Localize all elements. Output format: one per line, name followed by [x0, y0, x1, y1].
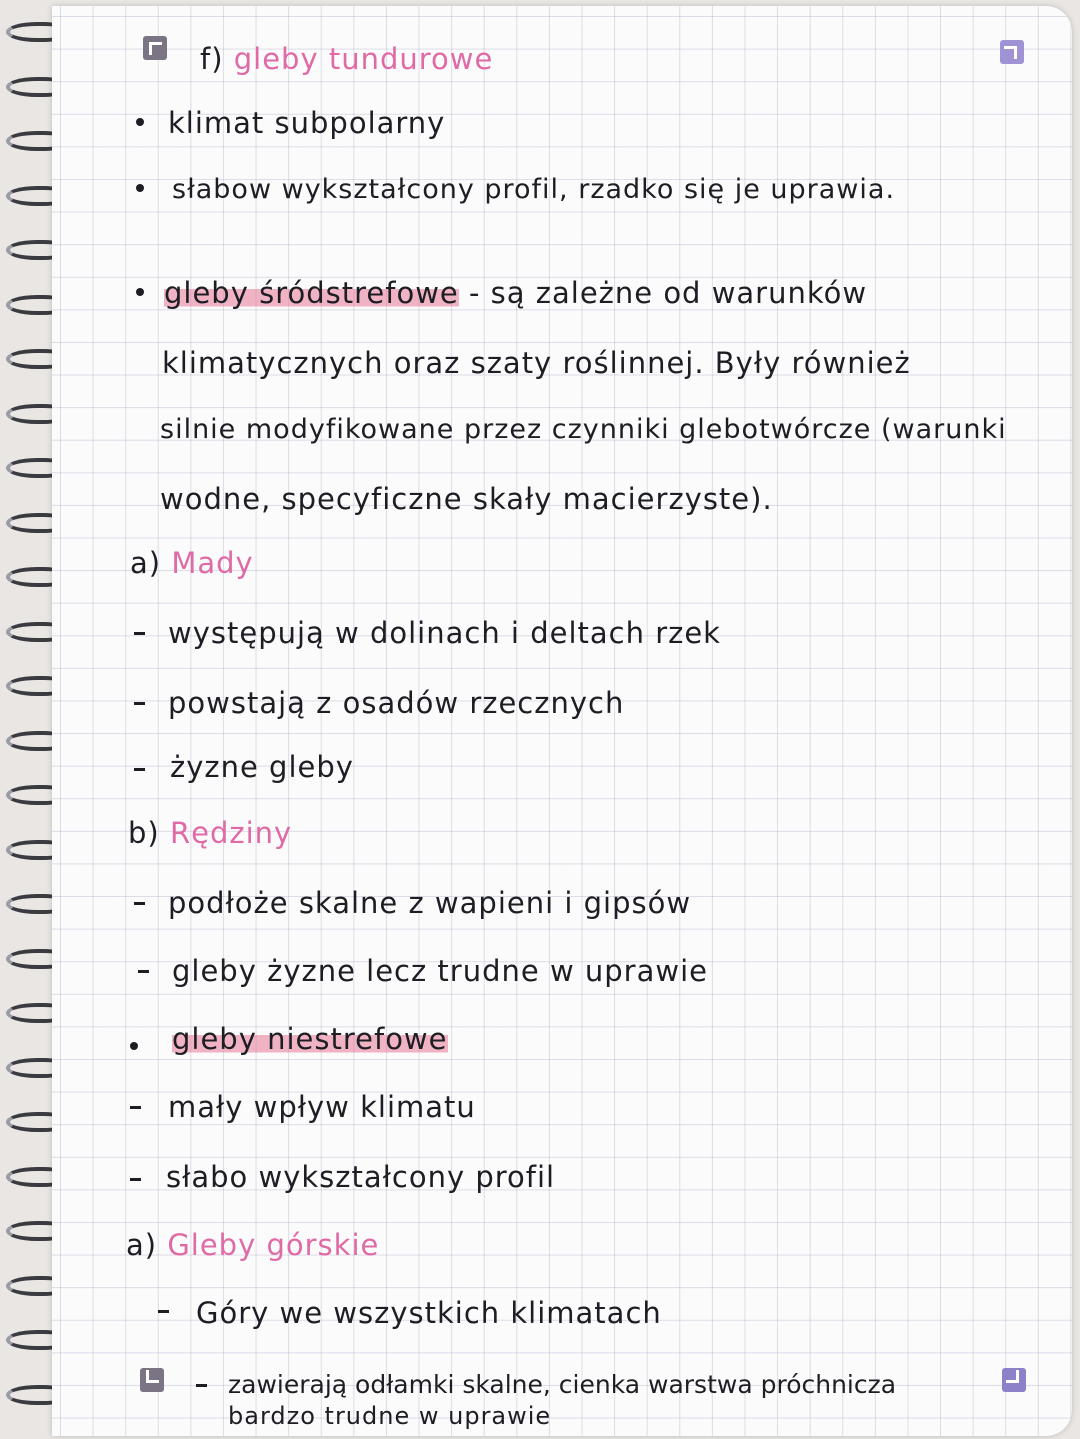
paragraph-text: - są zależne od warunków [468, 276, 868, 310]
dash-icon [138, 970, 149, 973]
dash-icon [134, 702, 145, 705]
list-item: Góry we wszystkich klimatach [196, 1296, 662, 1330]
list-item: klimat subpolarny [168, 106, 446, 140]
bullet-icon [136, 184, 144, 192]
dash-icon [134, 902, 145, 905]
subheading-mady [130, 546, 254, 580]
dash-icon [130, 1106, 141, 1109]
subheading-prefix: b) [128, 816, 160, 850]
subheading-prefix: a) [130, 546, 162, 580]
dash-icon [158, 1310, 169, 1313]
bullet-icon [136, 288, 144, 296]
paragraph-line: silnie modyfikowane przez czynniki glebotwórcze (warunki [160, 414, 1007, 445]
highlighted-term: gleby niestrefowe [172, 1022, 448, 1056]
bullet-icon [136, 118, 144, 126]
list-item: żyzne gleby [170, 750, 354, 784]
list-item: zawierają odłamki skalne, cienka warstwa próchnicza [228, 1370, 897, 1399]
list-item: słabow wykształcony profil, rzadko się je uprawia. [172, 174, 896, 205]
list-item: gleby żyzne lecz trudne w uprawie [172, 954, 708, 988]
corner-marker-top-right-icon [1000, 40, 1024, 64]
list-item: powstają z osadów rzecznych [168, 686, 625, 720]
subheading-title: Gleby górskie [167, 1228, 380, 1262]
subheading-redziny [128, 816, 292, 850]
list-item: słabo wykształcony profil [166, 1160, 556, 1194]
list-item: bardzo trudne w uprawie [228, 1402, 552, 1430]
subheading-prefix: a) [126, 1228, 158, 1262]
list-item: podłoże skalne z wapieni i gipsów [168, 886, 692, 920]
heading-tundra [200, 42, 493, 76]
grid-paper [52, 6, 1072, 1436]
subheading-gorskie [126, 1228, 379, 1262]
highlighted-term: gleby śródstrefowe [164, 276, 459, 310]
paragraph-line: klimatycznych oraz szaty roślinnej. Były również [162, 346, 911, 380]
subheading-title: Mady [171, 546, 254, 580]
heading-prefix: f) [200, 42, 224, 76]
corner-marker-bottom-left-icon [140, 1368, 164, 1392]
dash-icon [134, 632, 145, 635]
heading-title: gleby tundurowe [233, 42, 494, 76]
dash-icon [134, 768, 145, 771]
dash-icon [130, 1178, 141, 1181]
paragraph-line: wodne, specyficzne skały macierzyste). [160, 482, 773, 516]
list-item: występują w dolinach i deltach rzek [168, 616, 721, 650]
bullet-icon [130, 1042, 138, 1050]
corner-marker-top-left-icon [143, 36, 167, 60]
paragraph-line [164, 276, 867, 310]
subheading-title: Rędziny [169, 816, 293, 850]
corner-marker-bottom-right-icon [1002, 1368, 1026, 1392]
section-term [172, 1022, 448, 1056]
list-item: mały wpływ klimatu [168, 1090, 476, 1124]
dash-icon [196, 1384, 207, 1387]
